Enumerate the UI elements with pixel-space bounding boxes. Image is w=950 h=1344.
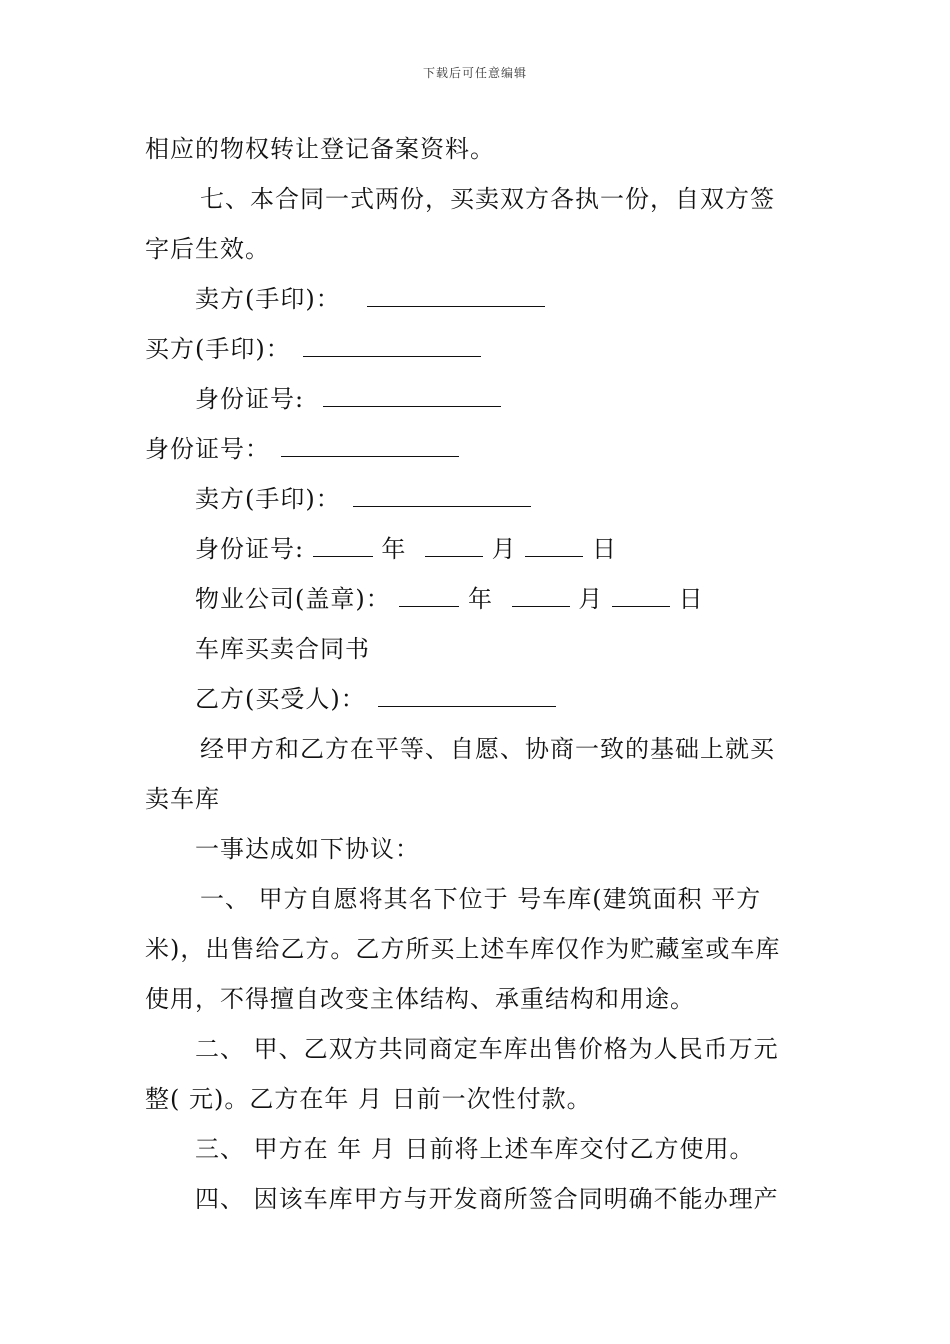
clause-2: 二、 甲、乙双方共同商定车库出售价格为人民币万元 [195,1035,779,1063]
year-blank [313,534,373,557]
buyer-signature-blank [303,334,481,357]
preamble-line: 一事达成如下协议： [195,835,420,863]
seller-label: 卖方(手印)： [195,285,341,313]
seller-label: 卖方(手印)： [195,485,341,513]
id-number-blank [323,384,501,407]
party-b-row [195,683,556,715]
preamble-line: 经甲方和乙方在平等、自愿、协商一致的基础上就买 [200,735,775,763]
party-b-label: 乙方(买受人)： [195,685,366,713]
id-number-blank [281,434,459,457]
document-title: 车库买卖合同书 [195,635,370,663]
id-number-label: 身份证号: [195,385,305,413]
preamble-line: 卖车库 [145,785,220,813]
clause-1: 一、 甲方自愿将其名下位于 号车库(建筑面积 平方 [200,885,762,913]
clause-1-cont: 使用，不得擅自改变主体结构、承重结构和用途。 [145,985,695,1013]
id-number-label: 身份证号: [195,535,305,563]
year-blank [399,584,459,607]
month-label: 月 [491,535,517,563]
id-number-row [145,433,459,465]
seller-signature-blank [367,284,545,307]
property-company-row [195,583,704,615]
clause-7: 七、本合同一式两份，买卖双方各执一份，自双方签 [200,185,775,213]
clause-4: 四、 因该车库甲方与开发商所签合同明确不能办理产 [195,1185,779,1213]
party-b-blank [378,684,556,707]
year-label: 年 [468,585,494,613]
year-label: 年 [381,535,407,563]
seller-signature-row [195,483,531,515]
clause-1-cont: 米)，出售给乙方。乙方所买上述车库仅作为贮藏室或车库 [145,935,781,963]
id-date-row [195,533,617,565]
seller-signature-row [195,283,545,315]
day-blank [525,534,583,557]
text-line: 字后生效。 [145,235,270,263]
text-line: 相应的物权转让登记备案资料。 [145,135,495,163]
clause-2-cont: 整( 元)。乙方在年 月 日前一次性付款。 [145,1085,592,1113]
day-label: 日 [678,585,704,613]
buyer-signature-row [145,333,481,365]
month-label: 月 [578,585,604,613]
page-header: 下载后可任意编辑 [422,66,527,80]
day-label: 日 [591,535,617,563]
property-company-label: 物业公司(盖章)： [195,585,391,613]
month-blank [425,534,483,557]
id-number-row [195,383,501,415]
day-blank [612,584,670,607]
id-number-label: 身份证号： [145,435,270,463]
seller-signature-blank [353,484,531,507]
clause-3: 三、 甲方在 年 月 日前将上述车库交付乙方使用。 [195,1135,755,1163]
buyer-label: 买方(手印)： [145,335,291,363]
month-blank [512,584,570,607]
